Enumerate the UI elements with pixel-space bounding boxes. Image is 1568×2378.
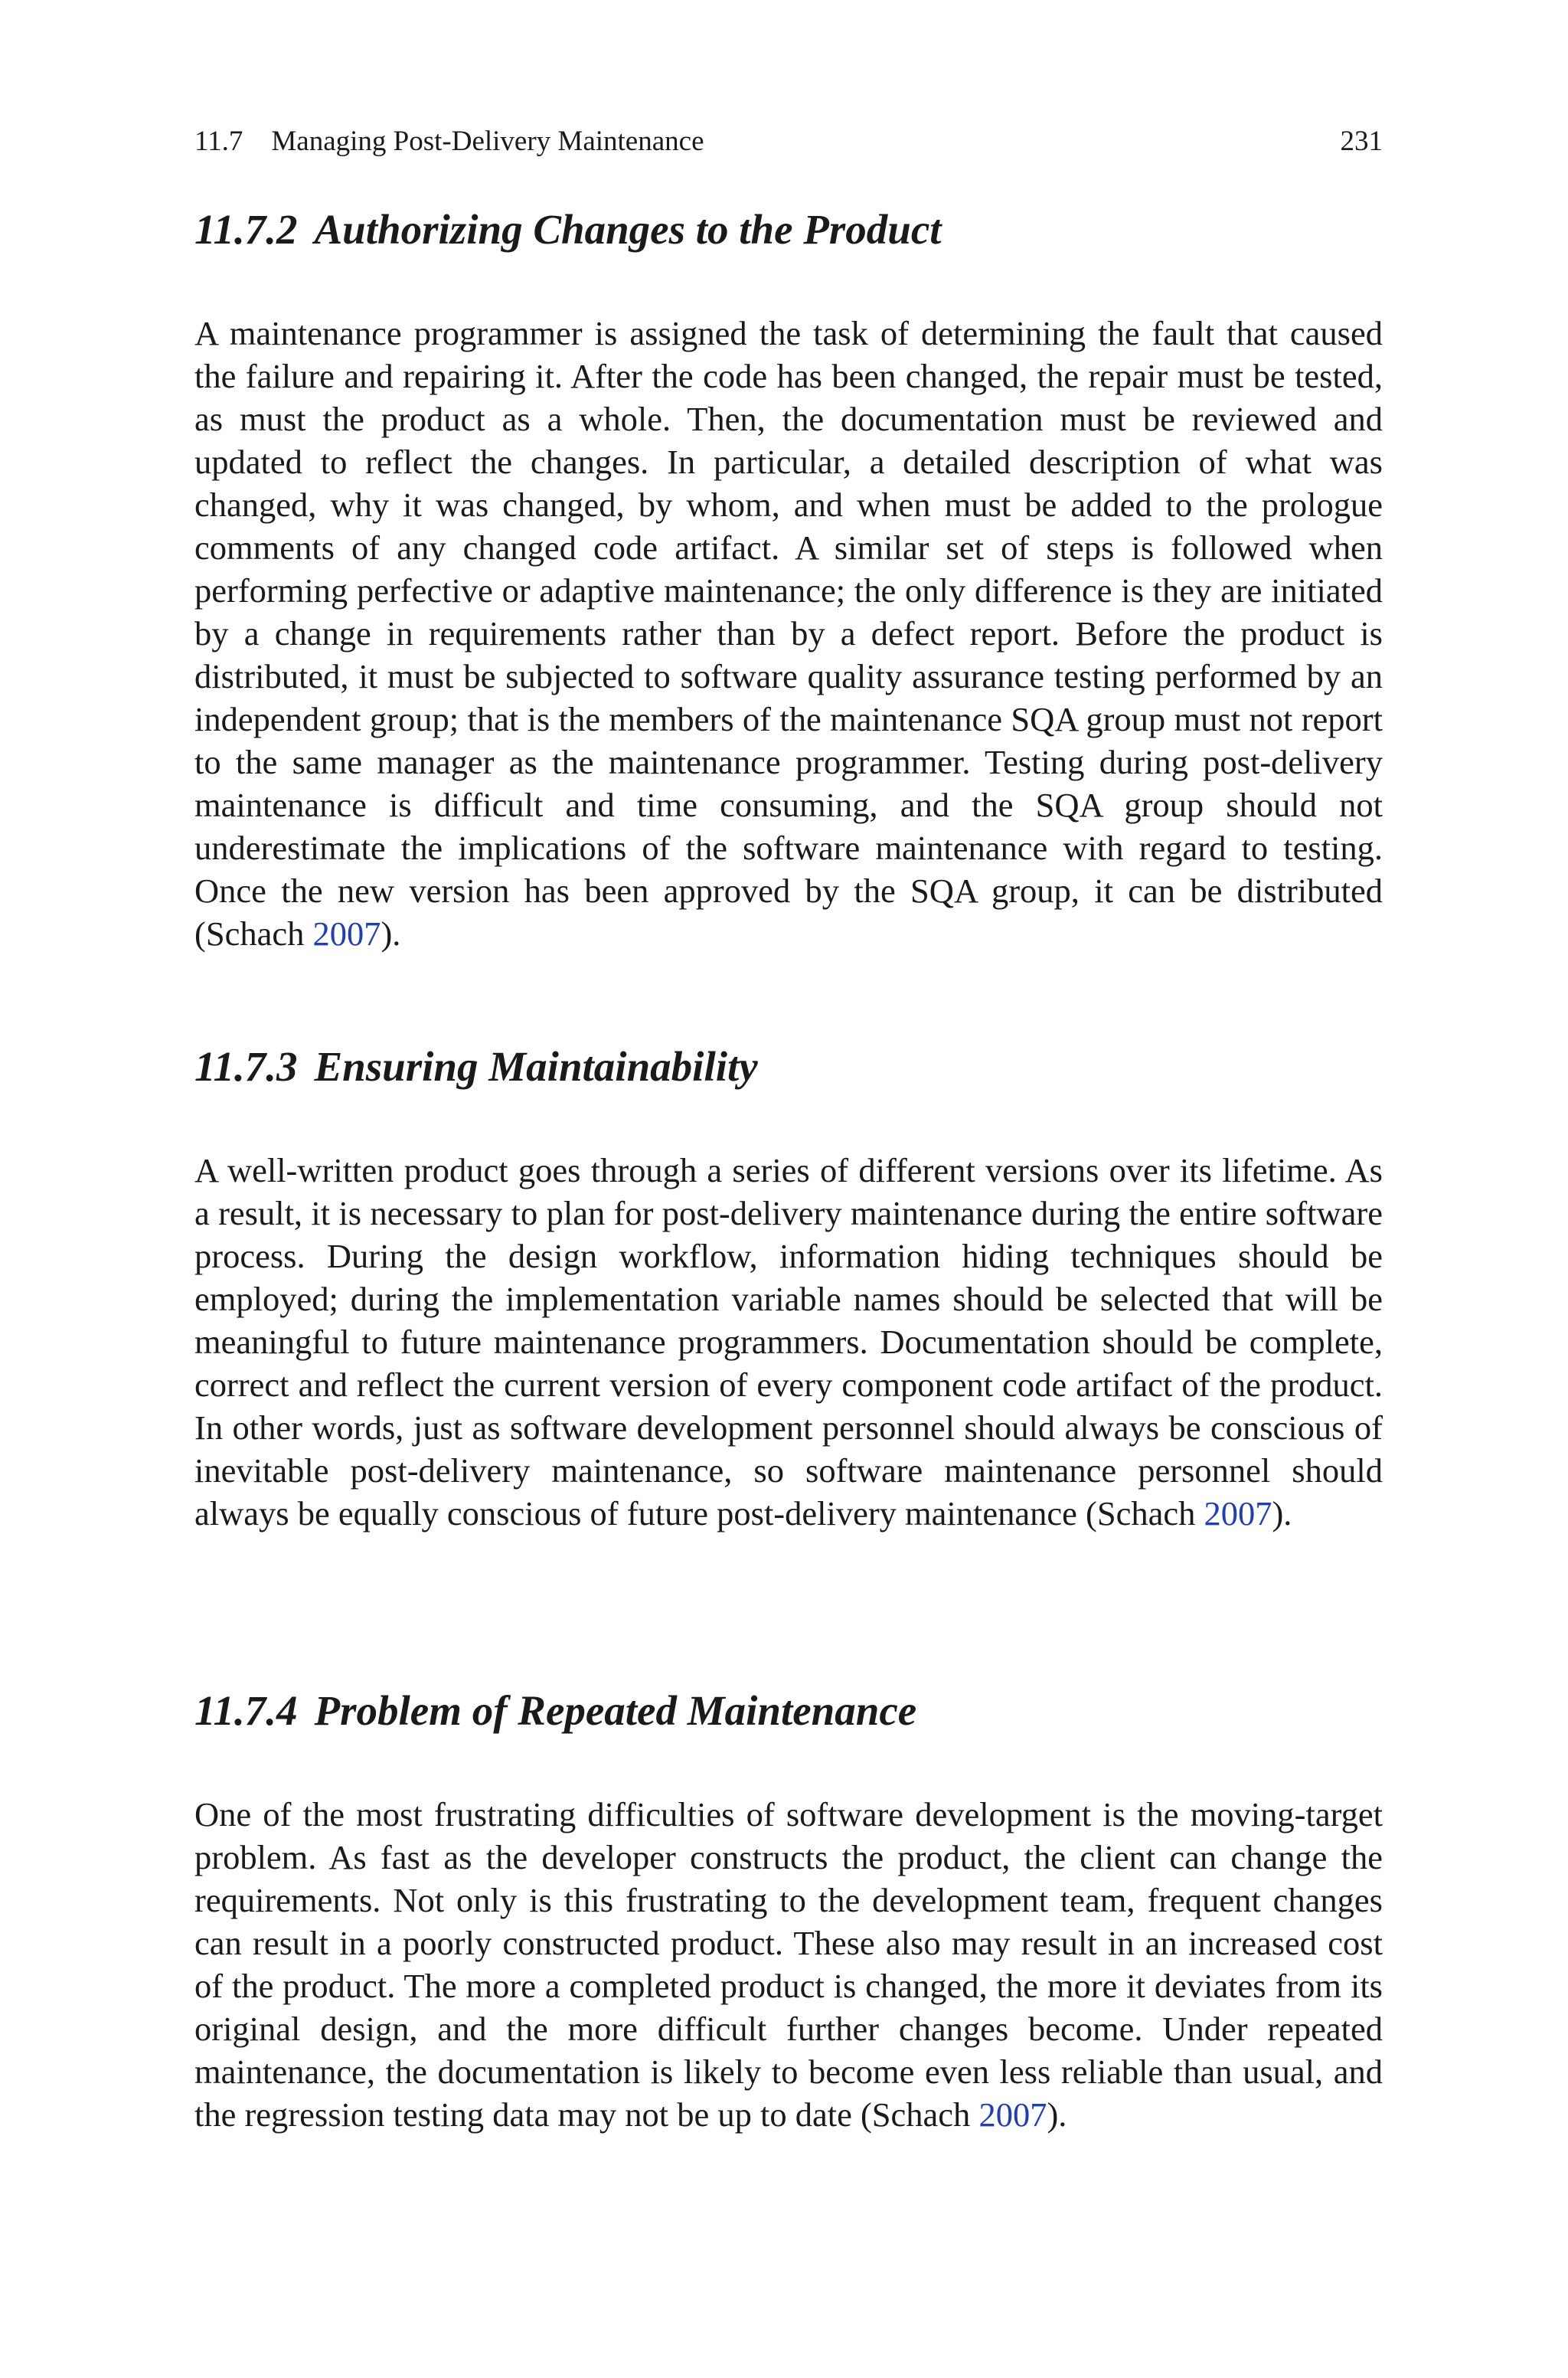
paragraph-text-end: ). — [381, 914, 401, 953]
section-number: 11.7.2 — [194, 206, 298, 253]
paragraph-text-end: ). — [1047, 2095, 1067, 2134]
paragraph-text: A well-written product goes through a series of different versions over its lifetime. As a result, it is necessary to plan for post-delivery maintenance during the entire software process. During the design workflow, information hiding techniques should be employed; during the implementation variable names should be selected that will be meaningful to future maintenance programmers. Documentation should be complete, correct and reflect the current version of every component code artifact of the product. In other words, just as software development personnel should always be conscious of inevitable post-delivery maintenance, so software maintenance personnel should always be equally conscious of future post-delivery maintenance (Schach — [194, 1151, 1383, 1532]
paragraph-text: One of the most frustrating difficulties of software development is the moving-target problem. As fast as the developer constructs the product, the client can change the requirements. Not only is this frustrating to the development team, frequent changes can result in a poorly constructed product. These also may result in an increased cost of the product. The more a completed product is changed, the more it deviates from its original design, and the more difficult further changes become. Under repeated maintenance, the documentation is likely to become even less reliable than usual, and the regression testing data may not be up to date (Schach — [194, 1795, 1383, 2134]
section-heading-11-7-2 — [194, 203, 942, 257]
section-paragraph-11-7-2 — [194, 312, 1383, 955]
section-paragraph-11-7-3 — [194, 1149, 1383, 1535]
paragraph-text-end: ). — [1272, 1494, 1292, 1532]
running-head — [194, 123, 1383, 161]
running-head-section: 11.7 Managing Post-Delivery Maintenance — [194, 126, 704, 157]
page-number: 231 — [1340, 126, 1383, 157]
section-number: 11.7.4 — [194, 1687, 298, 1734]
section-title: Ensuring Maintainability — [314, 1043, 758, 1090]
citation-link[interactable]: 2007 — [978, 2095, 1047, 2134]
section-title: Authorizing Changes to the Product — [314, 206, 942, 253]
citation-link[interactable]: 2007 — [312, 914, 381, 953]
section-number: 11.7.3 — [194, 1043, 298, 1090]
section-heading-11-7-4 — [194, 1684, 916, 1738]
section-paragraph-11-7-4 — [194, 1793, 1383, 2136]
citation-link[interactable]: 2007 — [1204, 1494, 1272, 1532]
section-title: Problem of Repeated Maintenance — [314, 1687, 917, 1734]
section-heading-11-7-3 — [194, 1040, 758, 1094]
paragraph-text: A maintenance programmer is assigned the task of determining the fault that caused the failure and repairing it. After the code has been changed, the repair must be tested, as must the product as a whole. Then, the documentation must be reviewed and updated to reflect the changes. In particular, a detailed description of what was changed, why it was changed, by whom, and when must be added to the prologue comments of any changed code artifact. A similar set of steps is followed when performing perfective or adaptive maintenance; the only difference is they are initiated by a change in requirements rather than by a defect report. Before the product is distributed, it must be subjected to software quality assurance testing performed by an independent group; that is the members of the maintenance SQA group must not report to the same manager as the maintenance programmer. Testing during post-delivery maintenance is difficult and time consuming, and the SQA group should not underestimate the implications of the software maintenance with regard to testing. Once the new version has been approved by the SQA group, it can be distributed (Schach — [194, 314, 1383, 953]
